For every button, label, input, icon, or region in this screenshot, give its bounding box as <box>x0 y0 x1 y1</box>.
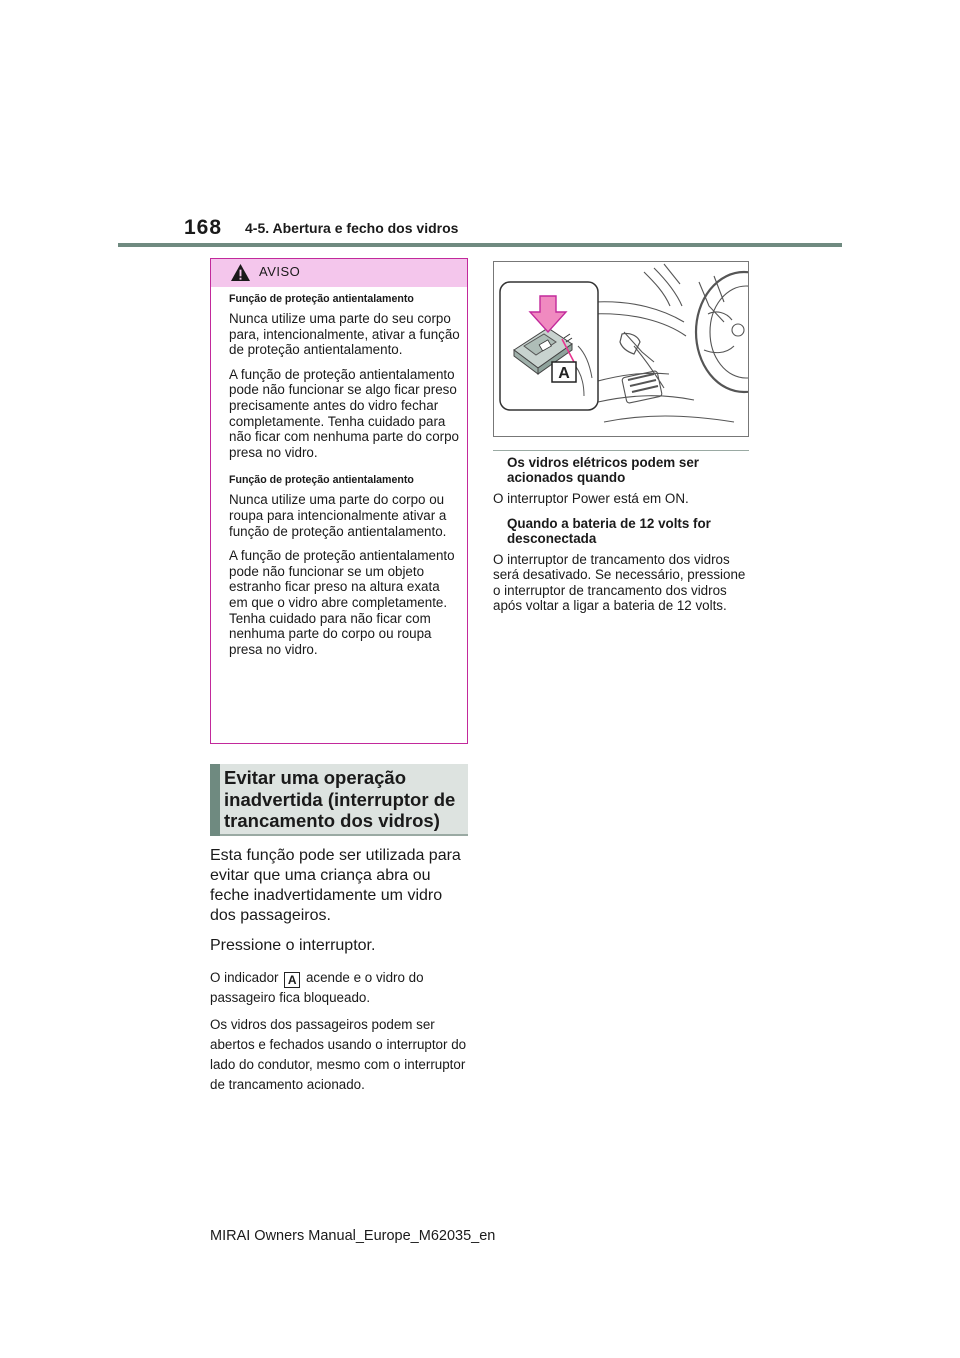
warning-icon <box>230 263 251 282</box>
callout-label-a: A <box>558 365 570 382</box>
warning-body <box>229 293 461 666</box>
indicator-label-a: A <box>284 972 300 988</box>
warning-box <box>210 258 468 744</box>
warning-header <box>211 259 467 287</box>
page-number: 168 <box>184 216 223 239</box>
right-column <box>493 455 749 614</box>
indicator-paragraph <box>210 968 468 1009</box>
figure-window-lock-switch <box>493 261 749 437</box>
warning-paragraph: Nunca utilize uma parte do seu corpo para, intencionalmente, ativar a função de proteção antientalamento. <box>229 311 460 358</box>
warning-paragraph: Nunca utilize uma parte do corpo ou roupa para intencionalmente ativar a função de proteção antientalamento. <box>229 492 447 539</box>
warning-subtitle: Função de proteção antientalamento <box>229 293 414 305</box>
right-column-rule <box>493 450 749 451</box>
indicator-text-before: O indicador <box>210 970 279 985</box>
warning-subtitle: Função de proteção antientalamento <box>229 474 414 487</box>
intro-paragraph: Esta função pode ser utilizada para evitar que uma criança abra ou feche inadvertidamente um vidro dos passageiros. <box>210 847 461 924</box>
note-paragraph: Os vidros dos passageiros podem ser abertos e fechados usando o interruptor do lado do condutor, mesmo com o interruptor de trancamento acionado. <box>210 1016 467 1093</box>
info-heading: Os vidros elétricos podem ser acionados quando <box>507 455 700 485</box>
footer-text: MIRAI Owners Manual_Europe_M62035_en <box>210 1228 496 1244</box>
section-heading-bar <box>210 764 220 836</box>
section-heading-box <box>210 764 468 836</box>
warning-paragraph: A função de proteção antientalamento pode não funcionar se um objeto estranho ficar preso na altura exata em que o vidro abre completamente. Tenha cuidado para não ficar com nenhuma parte do corpo ou roupa presa no vidro. <box>229 548 455 657</box>
window-switch-illustration <box>494 262 749 437</box>
section-heading: Evitar uma operação inadvertida (interruptor de trancamento dos vidros) <box>224 767 456 831</box>
info-text: O interruptor de trancamento dos vidros será desativado. Se necessário, pressione o interruptor de trancamento dos vidros após voltar a ligar a bateria de 12 volts. <box>493 551 746 613</box>
info-text: O interruptor Power está em ON. <box>493 491 689 506</box>
section-title: 4-5. Abertura e fecho dos vidros <box>245 220 459 236</box>
indicator-text-after: acende e o vidro do passageiro fica bloqueado. <box>210 970 424 1006</box>
instruction-step: Pressione o interruptor. <box>210 937 376 954</box>
info-heading: Quando a bateria de 12 volts for desconectada <box>507 515 711 546</box>
warning-paragraph: A função de proteção antientalamento pode não funcionar se algo ficar preso precisamente antes do vidro fechar completamente. Tenha cuidado para não ficar com nenhuma parte do corpo presa no vidro. <box>229 366 460 460</box>
warning-title: AVISO <box>259 264 301 279</box>
section-body <box>210 846 468 1096</box>
header-rule <box>118 243 842 247</box>
